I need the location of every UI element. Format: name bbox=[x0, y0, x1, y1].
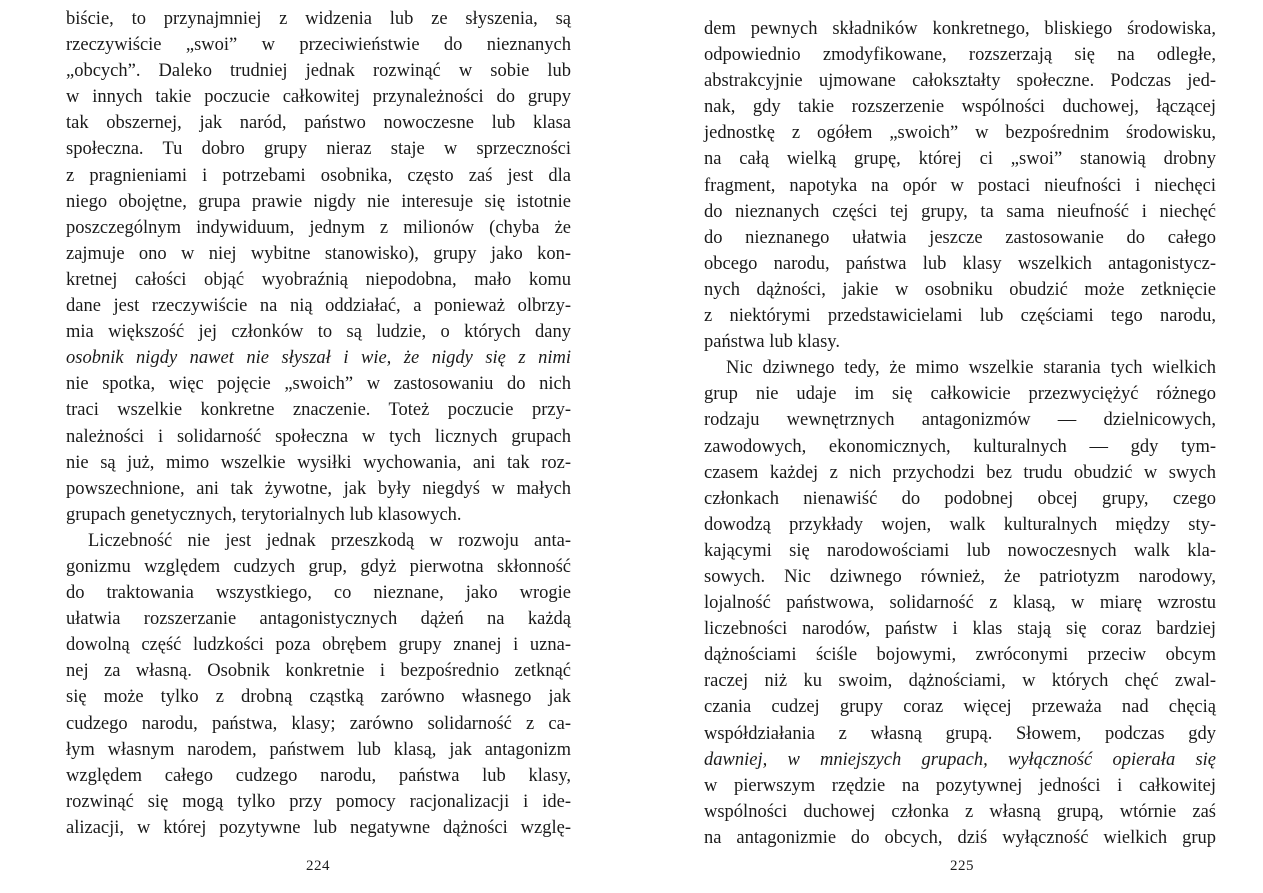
text-line: cudzego narodu, państwa, klasy; zarówno solidarność z ca- bbox=[66, 713, 571, 734]
text-line: rzeczywiście „swoi” w przeciwieństwie do nieznanych bbox=[66, 35, 571, 56]
text-line: dążnościami ściśle bojowymi, zwróconymi przeciw obcym bbox=[704, 645, 1216, 666]
text-line: raczej niż ku swoim, dążnościami, w których chęć zwal- bbox=[704, 671, 1216, 692]
text-line: z pragnieniami i potrzebami osobnika, często zaś jest dla bbox=[66, 165, 571, 186]
text-line: powszechnione, ani tak żywotne, jak były niegdyś w małych bbox=[66, 478, 571, 499]
text-line: nie spotka, więc pojęcie „swoich” w zastosowaniu do nich bbox=[66, 374, 571, 395]
text-line: poszczególnym indywiduum, jednym z milionów (chyba że bbox=[66, 217, 571, 238]
text-line: wspólności duchowej członka z własną grupą, wtórnie zaś bbox=[704, 801, 1216, 822]
text-line: łym własnym narodem, państwem lub klasą, jak antagonizm bbox=[66, 739, 571, 760]
text-line: do traktowania wszystkiego, co nieznane, jako wrogie bbox=[66, 583, 571, 604]
text-line: czania cudzej grupy coraz więcej przeważa nad chęcią bbox=[704, 697, 1216, 718]
text-line: czasem każdej z nich przychodzi bez trudu obudzić w swych bbox=[704, 462, 1216, 483]
text-line: grup nie udaje im się całkowicie przezwyciężyć różnego bbox=[704, 384, 1216, 405]
right-page bbox=[632, 0, 1263, 893]
text-line: niego obojętne, grupa prawie nigdy nie interesuje się istotnie bbox=[66, 191, 571, 212]
text-line: „obcych”. Daleko trudniej jednak rozwinąć w sobie lub bbox=[66, 61, 571, 82]
text-line: nej za własną. Osobnik konkretnie i bezpośrednio zetknąć bbox=[66, 661, 571, 682]
text-line: kającymi się narodowościami lub nowoczesnych walk kla- bbox=[704, 540, 1216, 561]
text-line: liczebności narodów, państw i klas stają się coraz bardziej bbox=[704, 619, 1216, 640]
text-line-italic bbox=[704, 747, 1216, 773]
text-line: zajmuje ono w niej wybitne stanowisko), grupy jako kon- bbox=[66, 243, 571, 264]
text-line: nie są już, mimo wszelkie wysiłki wychowania, ani tak roz- bbox=[66, 452, 571, 473]
left-page-text bbox=[66, 6, 571, 841]
text-line: alizacji, w której pozytywne lub negatywne dążności wzglę- bbox=[66, 817, 571, 838]
text-line: dem pewnych składników konkretnego, bliskiego środowiska, bbox=[704, 19, 1216, 39]
text-line: w pierwszym rzędzie na pozytywnej jedności i całkowitej bbox=[704, 775, 1216, 796]
text-line: sowych. Nic dziwnego również, że patriotyzm narodowy, bbox=[704, 566, 1216, 587]
text-line-paragraph-end: państwa lub klasy. bbox=[704, 332, 840, 353]
text-line: współdziałania z własną grupą. Słowem, podczas gdy bbox=[704, 723, 1216, 744]
text-line-paragraph-start: Liczebność nie jest jednak przeszkodą w rozwoju anta- bbox=[88, 530, 571, 551]
text-line: w innych takie poczucie całkowitej przynależności do grupy bbox=[66, 87, 571, 108]
text-line: względem całego cudzego narodu, państwa lub klasy, bbox=[66, 765, 571, 786]
italic-text: osobnik nigdy nawet nie słyszał i wie, że nigdy się z nimi bbox=[66, 348, 571, 369]
text-line: do nieznanego ułatwia jeszcze zastosowanie do całego bbox=[704, 227, 1216, 248]
text-line: z niektórymi przedstawicielami lub częściami tego narodu, bbox=[704, 306, 1216, 327]
text-line: gonizmu względem cudzych grup, gdyż pierwotna skłonność bbox=[66, 556, 571, 577]
page-number: 225 bbox=[950, 858, 974, 874]
text-line: do nieznanych części tej grupy, ta sama nieufność i niechęć bbox=[704, 201, 1216, 222]
text-line-paragraph-start: Nic dziwnego tedy, że mimo wszelkie starania tych wielkich bbox=[726, 358, 1216, 379]
text-line: się może tylko z drobną cząstką zarówno własnego jak bbox=[66, 687, 571, 708]
text-line: traci wszelkie konkretne znaczenie. Toteż poczucie przy- bbox=[66, 400, 571, 421]
text-line: dowolną część ludzkości poza obrębem grupy znanej i uzna- bbox=[66, 635, 571, 656]
text-line: lojalność państwowa, solidarność z klasą, w miarę wzrostu bbox=[704, 593, 1216, 614]
text-line: na antagonizmie do obcych, dziś wyłączność wielkich grup bbox=[704, 827, 1216, 848]
text-line: abstrakcyjnie ujmowane całokształty społeczne. Podczas jed- bbox=[704, 71, 1216, 92]
text-line-paragraph-end: grupach genetycznych, terytorialnych lub klasowych. bbox=[66, 504, 462, 525]
text-line: mia większość jej członków to są ludzie, o których dany bbox=[66, 322, 571, 343]
text-line: obcego narodu, państwa lub klasy wszelkich antagonistycz- bbox=[704, 253, 1216, 274]
text-line: odpowiednio zmodyfikowane, rozszerzają się na odległe, bbox=[704, 45, 1216, 66]
text-line: rodzaju wewnętrznych antagonizmów — dzielnicowych, bbox=[704, 410, 1216, 431]
text-line: należności i solidarność społeczna w tych licznych grupach bbox=[66, 426, 571, 447]
text-line: jednostkę z ogółem „swoich” w bezpośrednim środowisku, bbox=[704, 123, 1216, 144]
text-line: rozwinąć się mogą tylko przy pomocy racjonalizacji i ide- bbox=[66, 791, 571, 812]
text-line: dane jest rzeczywiście na nią oddziałać, a ponieważ olbrzy- bbox=[66, 296, 571, 317]
text-line: biście, to przynajmniej z widzenia lub ze słyszenia, są bbox=[66, 9, 571, 29]
text-line: społeczna. Tu dobro grupy nieraz staje w sprzeczności bbox=[66, 139, 571, 160]
text-line: kretnej całości objąć wyobraźnią niepodobna, mało komu bbox=[66, 269, 571, 290]
text-line: nych dążności, jakie w osobniku obudzić może zetknięcie bbox=[704, 279, 1216, 300]
page-number: 224 bbox=[306, 858, 330, 874]
text-line: ułatwia rozszerzanie antagonistycznych dążeń na każdą bbox=[66, 609, 571, 630]
right-page-text bbox=[704, 16, 1216, 851]
text-line: zawodowych, ekonomicznych, kulturalnych — gdy tym- bbox=[704, 436, 1216, 457]
italic-text: dawniej, w mniejszych grupach, wyłączność opierała się bbox=[704, 749, 1216, 770]
text-line: nak, gdy takie rozszerzenie wspólności duchowej, łączącej bbox=[704, 97, 1216, 118]
text-line: członkach nienawiść do podobnej obcej grupy, czego bbox=[704, 488, 1216, 509]
text-line: fragment, napotyka na opór w postaci nieufności i niechęci bbox=[704, 175, 1216, 196]
text-line: na całą wielką grupę, której ci „swoi” stanowią drobny bbox=[704, 149, 1216, 170]
text-line: dowodzą przykłady wojen, walk kulturalnych między sty- bbox=[704, 514, 1216, 535]
text-line: tak obszernej, jak naród, państwo nowoczesne lub klasa bbox=[66, 113, 571, 134]
text-line-italic bbox=[66, 345, 571, 371]
